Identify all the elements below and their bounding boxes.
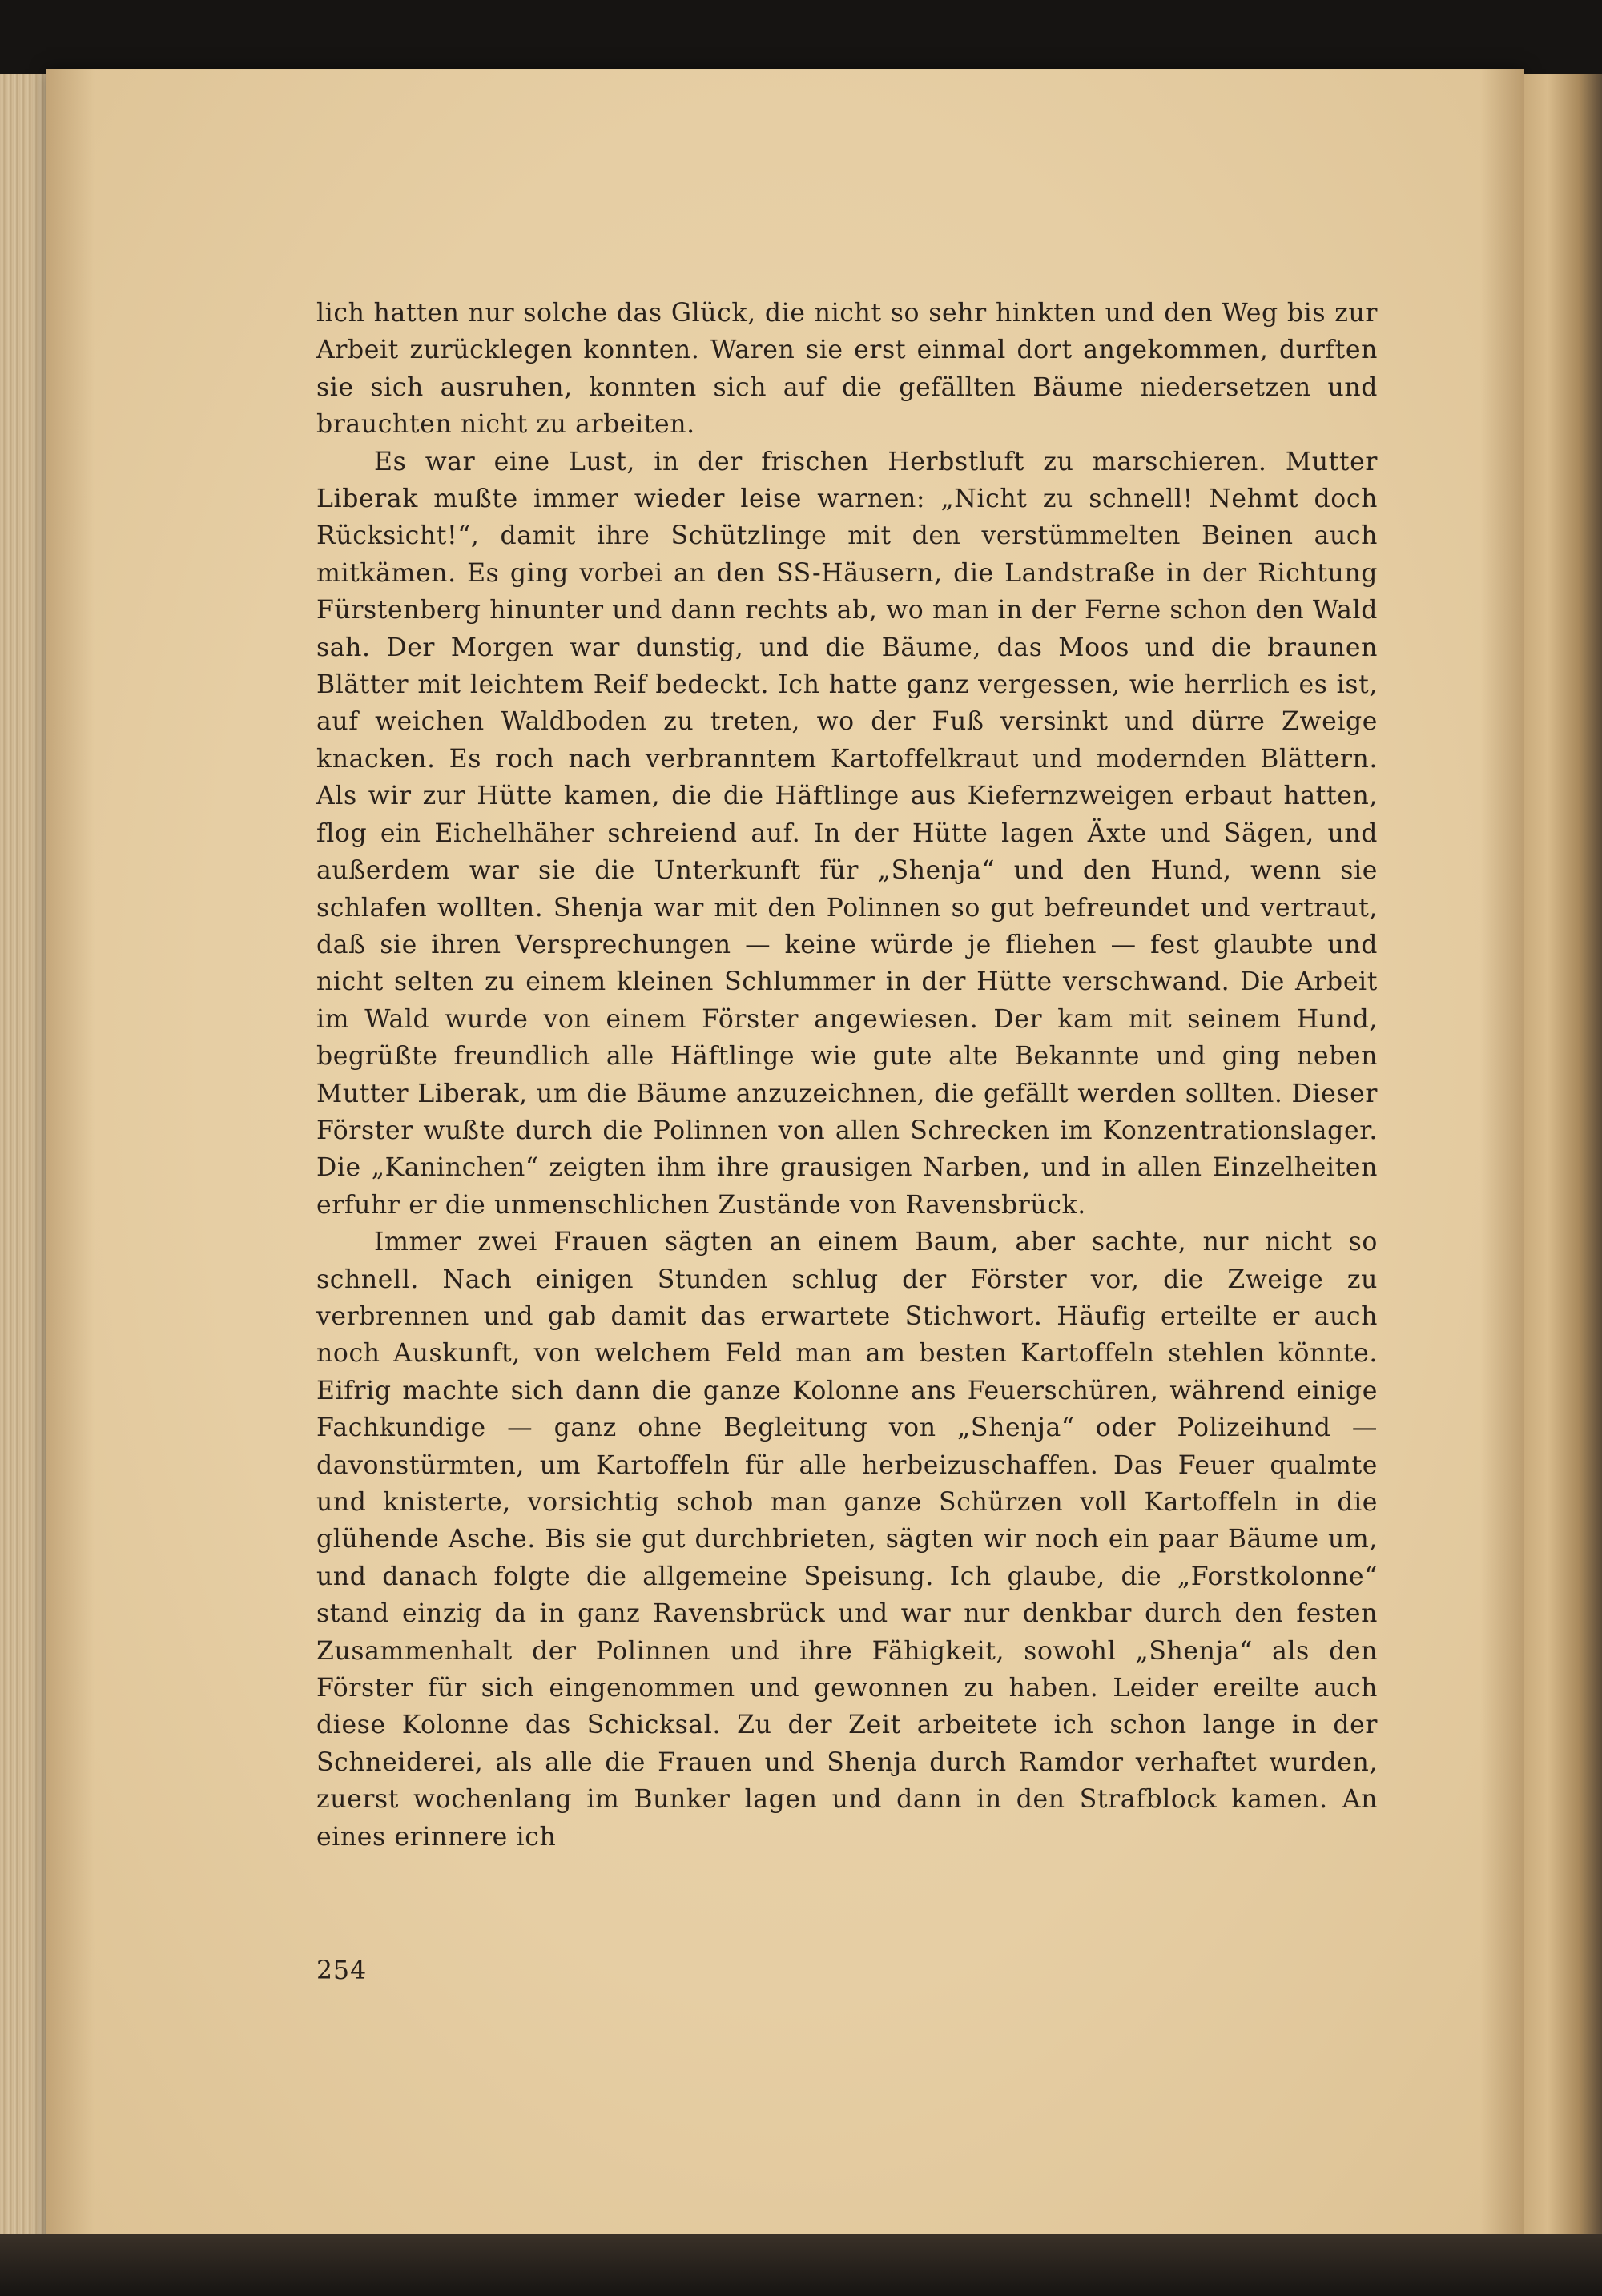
paragraph-3: Immer zwei Frauen sägten an einem Baum, aber sachte, nur nicht so schnell. Nach einigen Stunden schlug der Förster vor, die Zweige zu verbrennen und gab damit das erwartete Stichwort. Häufig erteilte er auch noch Auskunft, von welchem Feld man am besten Kartoffeln stehlen könnte. Eifrig machte sich dann die ganze Kolonne ans Feuerschüren, während einige Fachkundige — ganz ohne Begleitung von „Shenja“ oder Polizeihund — davonstürmten, um Kartoffeln für alle herbeizuschaffen. Das Feuer qualmte und knisterte, vorsichtig schob man ganze Schürzen voll Kartoffeln in die glühende Asche. Bis sie gut durchbrieten, sägten wir noch ein paar Bäume um, und danach folgte die allgemeine Speisung. Ich glaube, die „Forstkolonne“ stand einzig da in ganz Ravensbrück und war nur denkbar durch den festen Zusammenhalt der Polinnen und ihre Fähigkeit, sowohl „Shenja“ als den Förster für sich eingenommen und gewonnen zu haben. Leider ereilte auch diese Kolonne das Schicksal. Zu der Zeit arbeitete ich schon lange in der Schneiderei, als alle die Frauen und Shenja durch Ramdor verhaftet wurden, zuerst wochenlang im Bunker lagen und dann in den Strafblock kamen. An eines erinnere ich — [316, 1228, 1378, 1852]
bottom-shadow — [0, 2234, 1602, 2296]
paragraph-1: lich hatten nur solche das Glück, die nicht so sehr hinkten und den Weg bis zur Arbeit zurücklegen konnten. Waren sie erst einmal dort angekommen, durften sie sich ausruhen, konnten sich auf die gefällten Bäume niedersetzen und brauchten nicht zu arbeiten. — [316, 299, 1378, 440]
paragraph-2: Es war eine Lust, in der frischen Herbstluft zu marschieren. Mutter Liberak mußte immer wieder leise warnen: „Nicht zu schnell! Nehmt doch Rücksicht!“, damit ihre Schützlinge mit den verstümmelten Beinen auch mitkämen. Es ging vorbei an den SS-Häusern, die Landstraße in der Richtung Fürstenberg hinunter und dann rechts ab, wo man in der Ferne schon den Wald sah. Der Morgen war dunstig, und die Bäume, das Moos und die braunen Blätter mit leichtem Reif bedeckt. Ich hatte ganz vergessen, wie herrlich es ist, auf weichen Waldboden zu treten, wo der Fuß versinkt und dürre Zweige knacken. Es roch nach verbranntem Kartoffelkraut und modernden Blättern. Als wir zur Hütte kamen, die die Häftlinge aus Kiefernzweigen erbaut hatten, flog ein Eichelhäher schreiend auf. In der Hütte lagen Äxte und Sägen, und außerdem war sie die Unterkunft für „Shenja“ und den Hund, wenn sie schlafen wollten. Shenja war mit den Polinnen so gut befreundet und vertraut, daß sie ihren Versprechungen — keine würde je fliehen — fest glaubte und nicht selten zu einem kleinen Schlummer in der Hütte verschwand. Die Arbeit im Wald wurde von einem Förster angewiesen. Der kam mit seinem Hund, begrüßte freundlich alle Häftlinge wie gute alte Bekannte und ging neben Mutter Liberak, um die Bäume anzuzeichnen, die gefällt werden sollten. Dieser Förster wußte durch die Polinnen von allen Schrecken im Konzentrationslager. Die „Kaninchen“ zeigten ihm ihre grausigen Narben, und in allen Einzelheiten erfuhr er die unmenschlichen Zustände von Ravensbrück. — [316, 447, 1378, 1220]
page-number: 254 — [316, 1956, 368, 1985]
body-text — [316, 295, 1378, 1856]
book-binding — [1524, 74, 1602, 2236]
